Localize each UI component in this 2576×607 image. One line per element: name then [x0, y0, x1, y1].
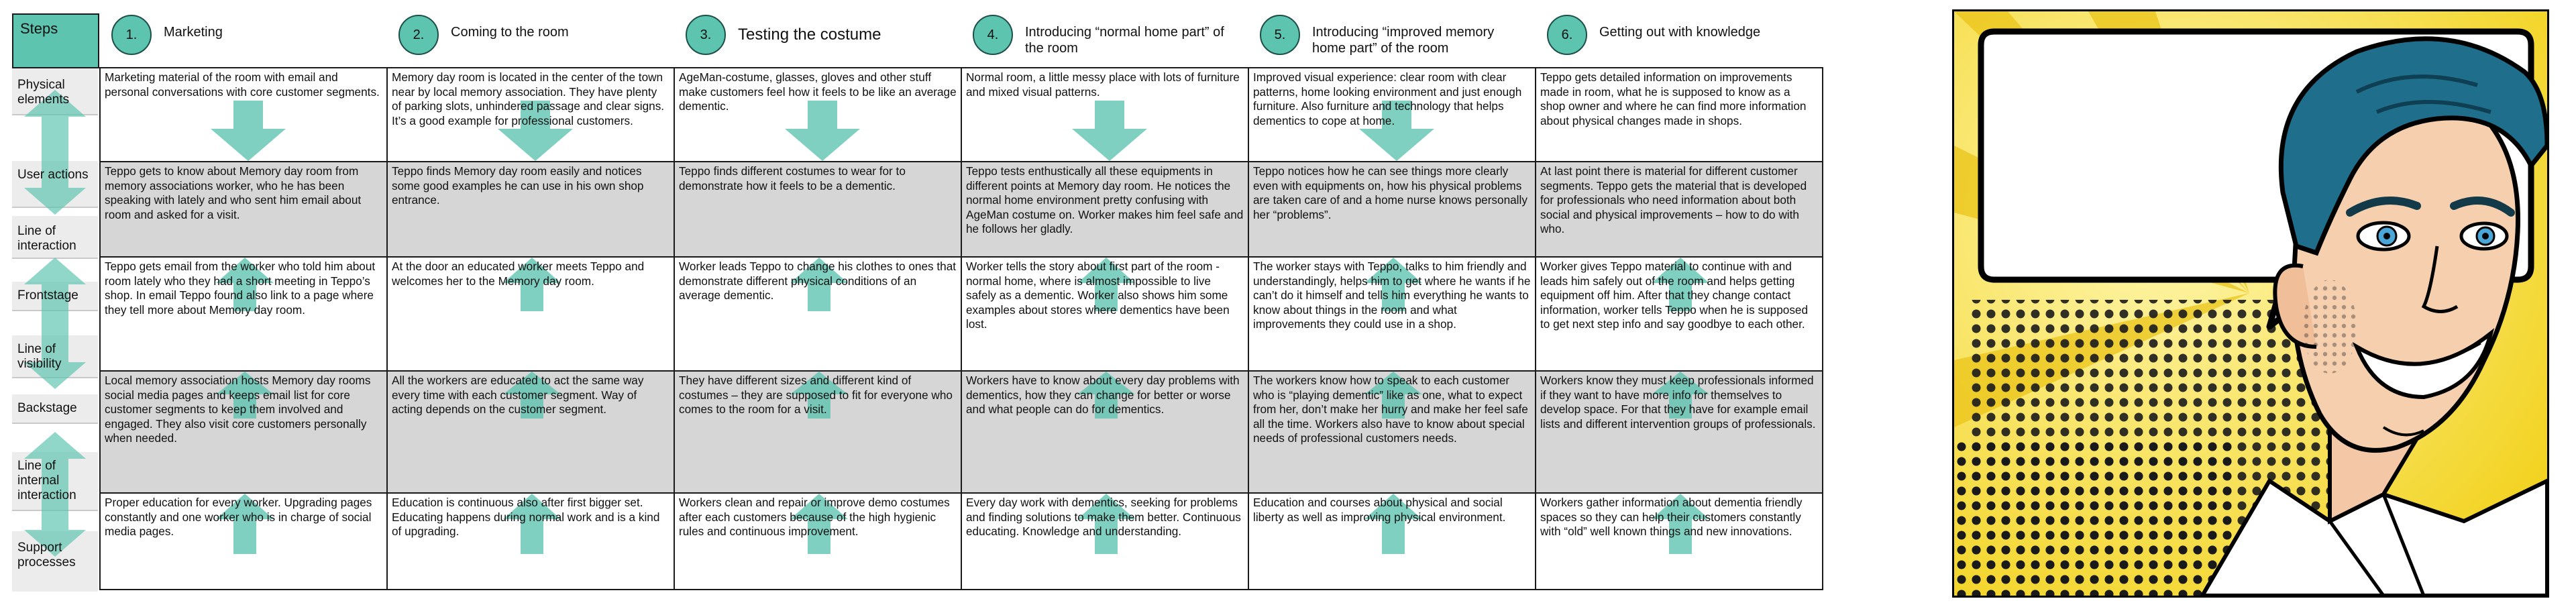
phase-4-title: Introducing “normal home part” of the room [1025, 25, 1224, 56]
label-backstage: Backstage [12, 394, 98, 424]
steps-label: Steps [20, 20, 58, 37]
blueprint-grid [99, 67, 1823, 590]
phase-5-header [1248, 12, 1535, 66]
cell-support-5: Education and courses about physical and social liberty as well as improving physical environment. [1249, 494, 1536, 589]
cell-front-2: At the door an educated worker meets Teppo and welcomes her to the Memory day room. [388, 258, 675, 370]
phase-6-header [1535, 12, 1822, 66]
cell-front-4: Worker tells the story about first part of the room - normal home, where is almost impossible to live safely as a dementic. Worker also shows him some examples about stores where dementics have been lost. [962, 258, 1249, 370]
row-label-column [12, 68, 99, 592]
label-line-of-visibility: Line of visibility [12, 335, 98, 378]
cell-physical-3: AgeMan-costume, glasses, gloves and other stuff make customers feel how it feels to be like an average dementic. [675, 68, 962, 161]
cell-front-5: The worker stays with Teppo, talks to him friendly and understandingly, helps him to get where he wants if he can’t do it himself and tells him everything he wants to know about things in the room and what improvements they could use in a shop. [1249, 258, 1536, 370]
phase-5-number: 5. [1260, 15, 1300, 55]
label-double-arrow-1 [12, 89, 98, 216]
pop-art-illustration [1952, 9, 2549, 598]
cell-support-1: Proper education for every worker. Upgrading pages constantly and one worker who is in charge of social media pages. [101, 494, 388, 589]
cell-user-3: Teppo finds different costumes to wear for to demonstrate how it feels to be a dementic. [675, 162, 962, 256]
cell-back-1: Local memory association hosts Memory day rooms social media pages and keeps email list for core customer segments to keep them involved and engaged. They also visit core customers personally when needed. [101, 372, 388, 492]
row-physical-elements [101, 68, 1822, 162]
phase-3-title: Testing the costume [738, 25, 881, 44]
phase-1-number: 1. [111, 15, 152, 55]
arrow-down-4 [1069, 101, 1150, 161]
phase-4-number: 4. [973, 15, 1013, 55]
phase-4-header [961, 12, 1248, 66]
cell-support-3: Workers clean and repair or improve demo costumes after each customers because of the high hygienic rules and continuous improvement. [675, 494, 962, 589]
label-support-processes: Support processes [12, 531, 98, 592]
arrow-down-3 [782, 101, 863, 161]
cell-user-1: Teppo gets to know about Memory day room from memory associations worker, who he has been speaking with lately and who sent him email about room and asked for a visit. [101, 162, 388, 256]
cell-back-3: They have different sizes and different kind of costumes – they are supposed to fit for everyone who comes to the room for a visit. [675, 372, 962, 492]
phase-2-header [386, 12, 674, 66]
phase-3-header [674, 12, 961, 66]
arrow-down-1 [208, 101, 288, 161]
phase-2-title: Coming to the room [451, 25, 569, 40]
cell-support-2: Education is continuous also after first bigger set. Educating happens during normal work and is a kind of upgrading. [388, 494, 675, 589]
row-frontstage [101, 258, 1822, 372]
cell-back-2: All the workers are educated to act the same way every time with each customer segment. Way of acting depends on the customer segment. [388, 372, 675, 492]
label-line-of-interaction: Line of interaction [12, 216, 98, 259]
cell-physical-5: Improved visual experience: clear room with clear patterns, home looking environment and just enough furniture. Also furniture and technology that helps dementics to cope at home. [1249, 68, 1536, 161]
cell-front-1: Teppo gets email from the worker who told him about room lately who they had a short meeting in Teppo’s shop. In email Teppo found also link to a page where they tell more about Memory day room. [101, 258, 388, 370]
phase-3-number: 3. [686, 15, 726, 55]
cell-physical-4: Normal room, a little messy place with lots of furniture and mixed visual patterns. [962, 68, 1249, 161]
row-user-actions [101, 162, 1822, 258]
label-user-actions: User actions [12, 161, 98, 208]
cell-support-4: Every day work with dementics, seeking for problems and finding solutions to make them better. Continuous educating. Knowledge and understanding. [962, 494, 1249, 589]
cell-user-5: Teppo notices how he can see things more clearly even with equipments on, how his physical problems are taken care of and a home nurse knows personally her “problems”. [1249, 162, 1536, 256]
phase-5-title: Introducing “improved memory home part” of the room [1312, 25, 1495, 56]
phase-6-number: 6. [1547, 15, 1587, 55]
cell-physical-2: Memory day room is located in the center of the town near by local memory association. They have plenty of parking slots, unhindered passage and clear signs. It’s a good example for professional customers. [388, 68, 675, 161]
label-physical-elements: Physical elements [12, 68, 98, 115]
cell-physical-6: Teppo gets detailed information on improvements made in room, what he is supposed to know as a shop owner and where he can find more information about physical changes made in shops. [1540, 70, 1807, 127]
cell-back-5: The workers know how to speak to each customer who is “playing dementic” like as one, what to expect from her, don’t make her hurry and make her feel safe all the time. Workers also have to know about special needs of professional customers needs. [1249, 372, 1536, 492]
phase-1-header [99, 12, 386, 66]
cell-front-6: Worker gives Teppo material to continue with and leads him safely out of the room and helps getting equipment off him. After that they change contact information, worker tells Teppo when he is supposed to get next step info and say goodbye to each other. [1536, 258, 1822, 370]
phase-2-number: 2. [398, 15, 439, 55]
cell-user-6: At last point there is material for different customer segments. Teppo gets the material that is developed for professionals who need information about both social and physical improvements – how to do with who. [1540, 164, 1807, 235]
cell-back-6: Workers know they must keep professionals informed if they want to have more info for themselves to develop space. For that they have for example email lists and different intervention groups of professionals. [1536, 372, 1822, 492]
cell-user-2: Teppo finds Memory day room easily and notices some good examples he can use in his own shop entrance. [388, 162, 675, 256]
row-support-processes [101, 494, 1822, 589]
label-frontstage: Frontstage [12, 282, 98, 311]
cell-front-3: Worker leads Teppo to change his clothes to ones that demonstrate different physical conditions of an average dementic. [675, 258, 962, 370]
phase-1-title: Marketing [164, 25, 223, 40]
pop-art-man-image [1954, 11, 2547, 596]
row-backstage [101, 372, 1822, 494]
cell-user-4: Teppo tests enthustically all these equipments in different points at Memory day room. He notices the normal home environment pretty confusing with AgeMan costume on. Worker makes him feel safe and he follows her gladly. [962, 162, 1249, 256]
steps-header [12, 13, 99, 68]
phase-6-title: Getting out with knowledge [1599, 25, 1761, 40]
cell-back-4: Workers have to know about every day problems with dementics, how they can change for better or worse and what people can do for dementics. [962, 372, 1249, 492]
label-line-of-internal-interaction: Line of internal interaction [12, 452, 98, 511]
cell-support-6: Workers gather information about dementia friendly spaces so they can help their customers constantly with “old” well known things and new innovations. [1536, 494, 1822, 589]
cell-physical-1: Marketing material of the room with email and personal conversations with core customer segments. [101, 68, 388, 161]
